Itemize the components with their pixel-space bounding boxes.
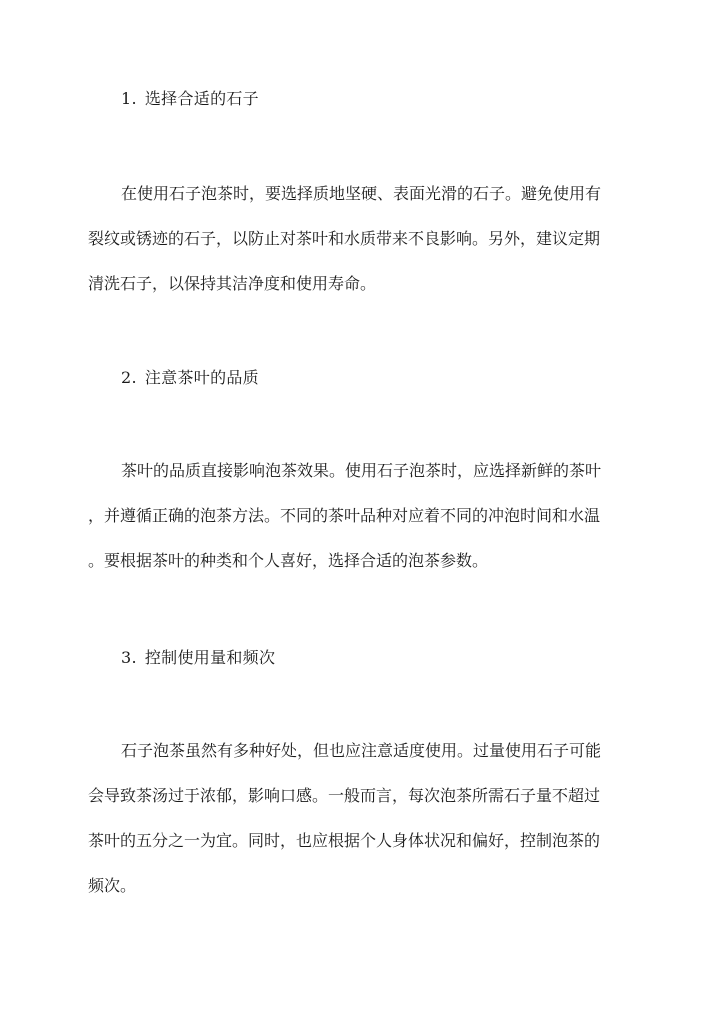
section-2-number: 2.: [121, 368, 137, 387]
paragraph-line: 。要根据茶叶的种类和个人喜好，选择合适的泡茶参数。: [88, 551, 489, 570]
section-1-number: 1.: [121, 89, 137, 108]
paragraph-line: 在使用石子泡茶时，要选择质地坚硬、表面光滑的石子。避免使用有: [121, 184, 602, 203]
section-2-title: 注意茶叶的品质: [144, 368, 259, 387]
paragraph-line: 茶叶的五分之一为宜。同时，也应根据个人身体状况和偏好，控制泡茶的: [88, 831, 601, 850]
section-1-heading: [121, 88, 259, 110]
paragraph-line: 裂纹或锈迹的石子，以防止对茶叶和水质带来不良影响。另外，建议定期: [88, 229, 601, 248]
paragraph-line: 清洗石子，以保持其洁净度和使用寿命。: [88, 274, 377, 293]
paragraph-line: 会导致茶汤过于浓郁，影响口感。一般而言，每次泡茶所需石子量不超过: [88, 786, 601, 805]
paragraph-line: ，并遵循正确的泡茶方法。不同的茶叶品种对应着不同的冲泡时间和水温: [88, 506, 601, 525]
paragraph-line: 频次。: [88, 876, 137, 895]
section-3-number: 3.: [121, 648, 137, 667]
section-3-heading: [121, 647, 275, 669]
paragraph-line: 石子泡茶虽然有多种好处，但也应注意适度使用。过量使用石子可能: [121, 741, 602, 760]
section-2-heading: [121, 367, 259, 389]
section-3-paragraph: [88, 728, 633, 908]
paragraph-line: 茶叶的品质直接影响泡茶效果。使用石子泡茶时，应选择新鲜的茶叶: [121, 461, 602, 480]
section-3-title: 控制使用量和频次: [144, 648, 276, 667]
section-2-paragraph: [88, 448, 633, 583]
section-1-title: 选择合适的石子: [144, 89, 259, 108]
section-1-paragraph: [88, 171, 633, 306]
